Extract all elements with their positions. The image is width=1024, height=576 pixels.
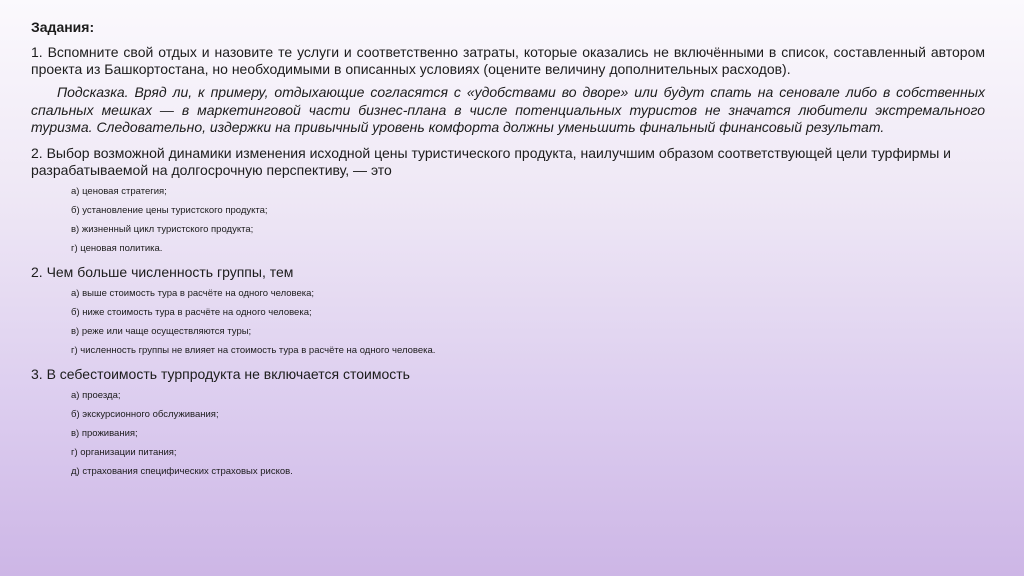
- task-1-text: 1. Вспомните свой отдых и назовите те услуги и соответственно затраты, которые оказались не включёнными в список, составленный автором проекта из Башкортостана, но необходимыми в описанных условиях (оцените величину дополнительных расходов).: [31, 44, 985, 77]
- option-item: в) реже или чаще осуществляются туры;: [71, 325, 252, 337]
- question-2a-options: [71, 182, 985, 258]
- option-item: д) страхования специфических страховых рисков.: [71, 465, 293, 477]
- option-item: а) ценовая стратегия;: [71, 185, 167, 197]
- option-item: г) численность группы не влияет на стоимость тура в расчёте на одного человека.: [71, 344, 436, 356]
- question-2a-text: 2. Выбор возможной динамики изменения исходной цены туристического продукта, наилучшим образом соответствующей цели турфирмы и разрабатываемой на долгосрочную перспективу, — это: [31, 144, 951, 178]
- option-item: г) ценовая политика.: [71, 242, 163, 254]
- option-item: а) проезда;: [71, 389, 121, 401]
- option-item: б) установление цены туристского продукта;: [71, 204, 268, 216]
- slide-content: [31, 18, 985, 487]
- option-item: г) организации питания;: [71, 446, 177, 458]
- question-2b-options: [71, 284, 985, 360]
- option-item: б) экскурсионного обслуживания;: [71, 408, 219, 420]
- option-item: б) ниже стоимость тура в расчёте на одного человека;: [71, 306, 312, 318]
- option-item: в) жизненный цикл туристского продукта;: [71, 223, 254, 235]
- question-3-text: 3. В себестоимость турпродукта не включается стоимость: [31, 365, 410, 382]
- option-item: в) проживания;: [71, 427, 138, 439]
- hint-text: Подсказка. Вряд ли, к примеру, отдыхающие согласятся с «удобствами во дворе» или будут спать на сеновале либо в собственных спальных мешках — в маркетинговой части бизнес-плана в числе потенциальных туристов не значатся любители экстремального туризма. Следовательно, издержки на привычный уровень комфорта должны уменьшить финальный финансовый результат.: [31, 84, 985, 135]
- option-item: а) выше стоимость тура в расчёте на одного человека;: [71, 287, 315, 299]
- question-3-options: [71, 386, 985, 481]
- question-2b-text: 2. Чем больше численность группы, тем: [31, 263, 294, 280]
- slide-heading: Задания:: [31, 19, 95, 35]
